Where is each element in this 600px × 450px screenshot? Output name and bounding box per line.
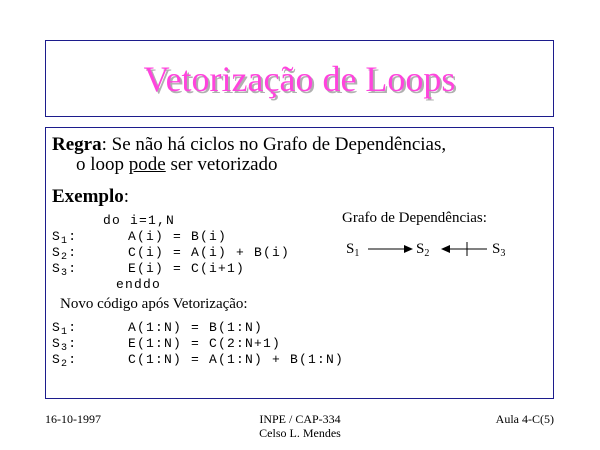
graph-node-s1: $S_1$ [346,241,360,259]
content-box [45,127,554,399]
vec-label-1: $S_1$: [52,320,78,338]
loop-header: do i=1,N [103,213,176,228]
footer-author: Celso L. Mendes [259,426,341,440]
footer-course: INPE / CAP-334 [259,412,341,426]
example-label: Exemplo [52,186,124,207]
graph-node-s2: $S_2$ [416,241,430,259]
title-box [45,40,554,117]
vec-label-2: $S_3$: [52,336,78,354]
vectorized-heading: Novo código após Vetorização: [60,296,248,312]
rule-line2-suffix: ser vetorizado [165,154,278,175]
vec-code-1: A(1:N) = B(1:N) [128,320,264,335]
footer-date: 16-10-1997 [45,412,101,426]
rule-label: Regra [52,134,102,155]
vec-code-3: C(1:N) = A(1:N) + B(1:N) [128,352,345,367]
footer-lecture: Aula 4-C(5) [495,412,554,426]
arrowhead-s2-icon [404,245,413,253]
example-colon: : [123,186,130,207]
loop-end: enddo [116,277,162,292]
graph-edges [366,240,496,260]
vec-label-3: $S_2$: [52,352,78,370]
stmt-label-s2: $S_2$: [52,245,78,263]
stmt-label-s1: $S_1$: [52,229,78,247]
rule-text: : Se não há ciclos no Grafo de Dependências, [101,134,447,155]
rule-line-2 [76,154,278,176]
stmt-label-s3: $S_3$: [52,261,78,279]
rule-line-1 [52,134,446,156]
stmt-code-s3: E(i) = C(i+1) [128,261,246,276]
example-heading [52,186,129,208]
vec-code-2: E(1:N) = C(2:N+1) [128,336,282,351]
graph-title: Grafo de Dependências: [342,210,487,226]
rule-underlined-word: pode [128,154,166,175]
stmt-code-s2: C(i) = A(i) + B(i) [128,245,291,260]
stmt-code-s1: A(i) = B(i) [128,229,228,244]
graph-node-s3: $S_3$ [492,241,506,259]
rule-line2-prefix: o loop [76,154,129,175]
slide-title: Vetorização de Loops [143,59,456,99]
